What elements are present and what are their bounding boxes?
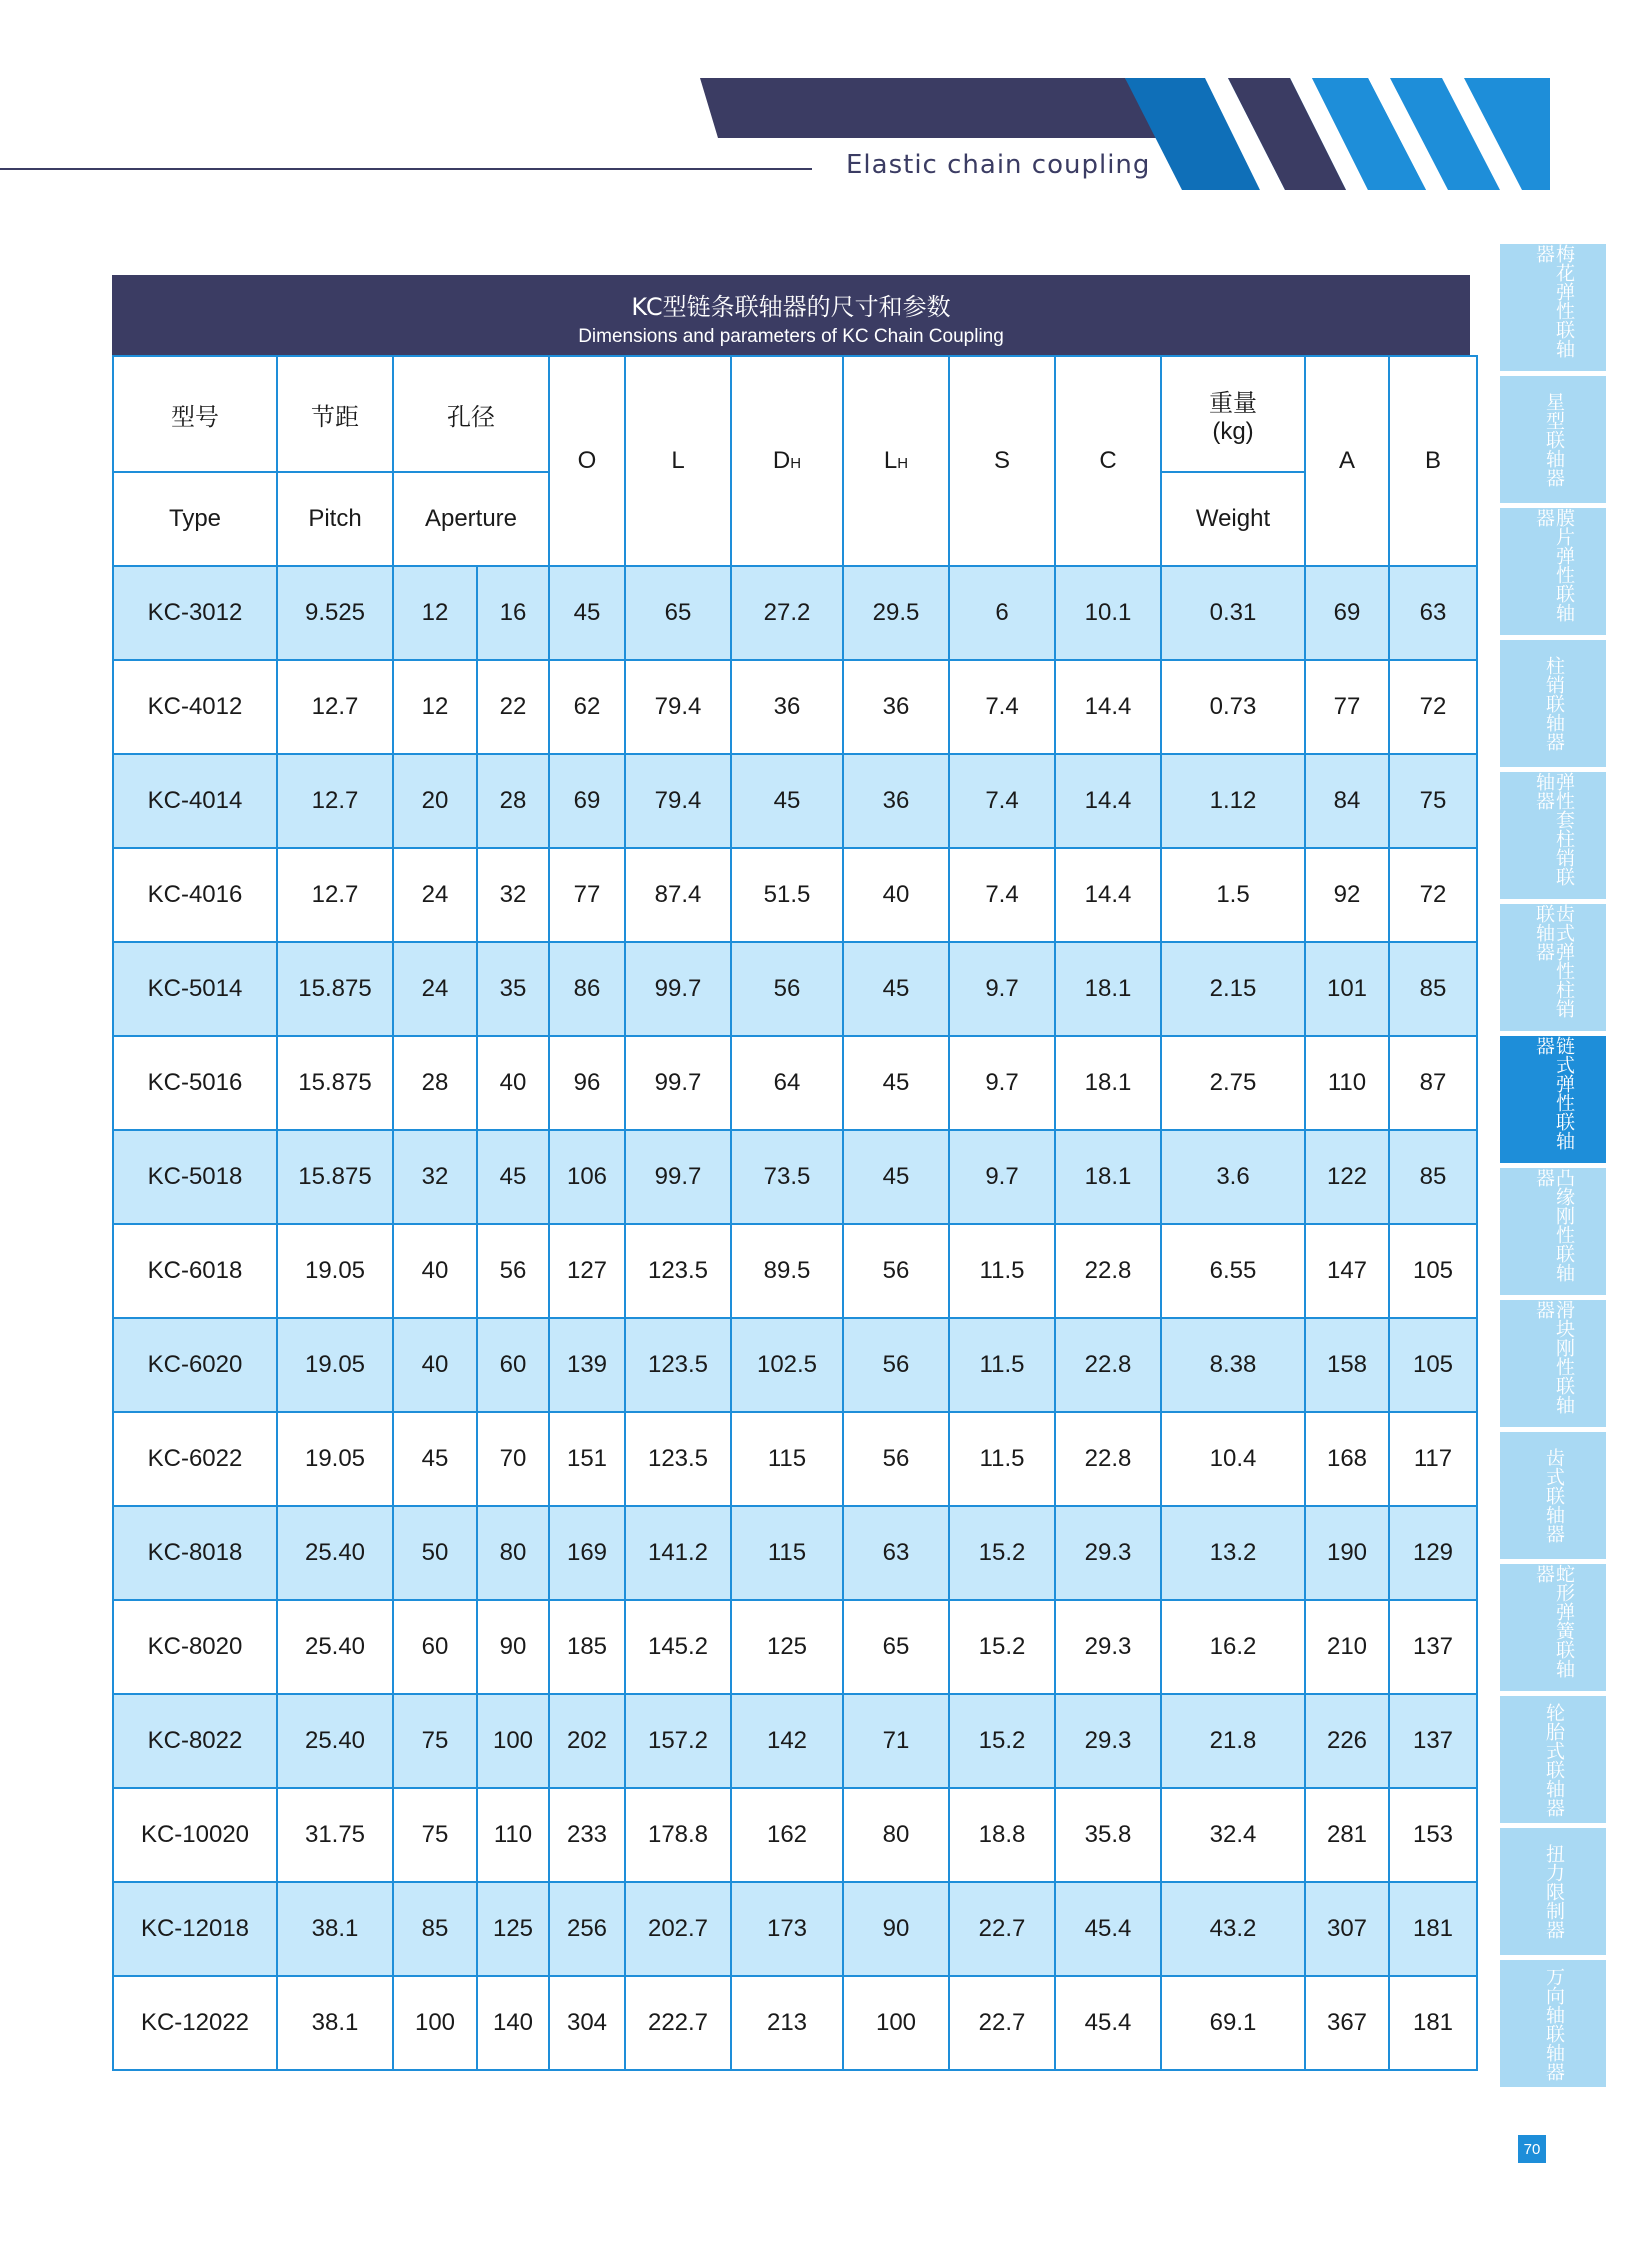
value-cell: 60 bbox=[477, 1318, 549, 1412]
value-cell: 36 bbox=[843, 754, 949, 848]
sidebar-tab-label: 齿式联轴器 bbox=[1542, 1448, 1565, 1543]
header-weight-en: Weight bbox=[1161, 472, 1305, 566]
value-cell: 226 bbox=[1305, 1694, 1389, 1788]
model-cell: KC-12018 bbox=[113, 1882, 277, 1976]
table-title-bar bbox=[112, 275, 1470, 355]
value-cell: 256 bbox=[549, 1882, 625, 1976]
value-cell: 0.73 bbox=[1161, 660, 1305, 754]
value-cell: 6.55 bbox=[1161, 1224, 1305, 1318]
sidebar-tab[interactable] bbox=[1500, 1036, 1606, 1163]
table-row bbox=[113, 1506, 1477, 1600]
value-cell: 106 bbox=[549, 1130, 625, 1224]
value-cell: 51.5 bbox=[731, 848, 843, 942]
value-cell: 11.5 bbox=[949, 1412, 1055, 1506]
sidebar-tab[interactable] bbox=[1500, 904, 1606, 1031]
header-aperture-cn: 孔径 bbox=[393, 356, 549, 472]
value-cell: 9.7 bbox=[949, 1130, 1055, 1224]
value-cell: 15.875 bbox=[277, 1036, 393, 1130]
value-cell: 169 bbox=[549, 1506, 625, 1600]
value-cell: 43.2 bbox=[1161, 1882, 1305, 1976]
value-cell: 77 bbox=[1305, 660, 1389, 754]
value-cell: 142 bbox=[731, 1694, 843, 1788]
value-cell: 89.5 bbox=[731, 1224, 843, 1318]
value-cell: 213 bbox=[731, 1976, 843, 2070]
value-cell: 24 bbox=[393, 942, 477, 1036]
value-cell: 64 bbox=[731, 1036, 843, 1130]
value-cell: 72 bbox=[1389, 660, 1477, 754]
value-cell: 18.1 bbox=[1055, 1130, 1161, 1224]
value-cell: 147 bbox=[1305, 1224, 1389, 1318]
value-cell: 190 bbox=[1305, 1506, 1389, 1600]
header-dh bbox=[731, 356, 843, 566]
value-cell: 12.7 bbox=[277, 848, 393, 942]
value-cell: 22.7 bbox=[949, 1882, 1055, 1976]
sidebar-tab-label: 轮胎式联轴器 bbox=[1542, 1702, 1565, 1817]
model-cell: KC-8018 bbox=[113, 1506, 277, 1600]
value-cell: 1.12 bbox=[1161, 754, 1305, 848]
header-type-cn: 型号 bbox=[113, 356, 277, 472]
value-cell: 24 bbox=[393, 848, 477, 942]
value-cell: 14.4 bbox=[1055, 848, 1161, 942]
value-cell: 173 bbox=[731, 1882, 843, 1976]
value-cell: 202 bbox=[549, 1694, 625, 1788]
value-cell: 36 bbox=[731, 660, 843, 754]
value-cell: 137 bbox=[1389, 1694, 1477, 1788]
value-cell: 125 bbox=[477, 1882, 549, 1976]
value-cell: 18.1 bbox=[1055, 1036, 1161, 1130]
value-cell: 32.4 bbox=[1161, 1788, 1305, 1882]
value-cell: 102.5 bbox=[731, 1318, 843, 1412]
value-cell: 22.8 bbox=[1055, 1412, 1161, 1506]
sidebar-tab-label: 万向轴联轴器 bbox=[1542, 1966, 1565, 2081]
value-cell: 168 bbox=[1305, 1412, 1389, 1506]
header-c: C bbox=[1055, 356, 1161, 566]
value-cell: 20 bbox=[393, 754, 477, 848]
sidebar-tab-label: 梅花弹性联轴器 bbox=[1533, 244, 1575, 358]
value-cell: 10.1 bbox=[1055, 566, 1161, 660]
header-lh-main: L bbox=[883, 447, 898, 474]
value-cell: 45 bbox=[731, 754, 843, 848]
value-cell: 22.7 bbox=[949, 1976, 1055, 2070]
value-cell: 69.1 bbox=[1161, 1976, 1305, 2070]
value-cell: 50 bbox=[393, 1506, 477, 1600]
value-cell: 29.3 bbox=[1055, 1694, 1161, 1788]
value-cell: 3.6 bbox=[1161, 1130, 1305, 1224]
header-aperture-en: Aperture bbox=[393, 472, 549, 566]
value-cell: 16.2 bbox=[1161, 1600, 1305, 1694]
table-row bbox=[113, 1882, 1477, 1976]
model-cell: KC-3012 bbox=[113, 566, 277, 660]
value-cell: 87 bbox=[1389, 1036, 1477, 1130]
value-cell: 137 bbox=[1389, 1600, 1477, 1694]
value-cell: 21.8 bbox=[1161, 1694, 1305, 1788]
value-cell: 125 bbox=[731, 1600, 843, 1694]
value-cell: 40 bbox=[393, 1318, 477, 1412]
value-cell: 15.2 bbox=[949, 1694, 1055, 1788]
value-cell: 65 bbox=[625, 566, 731, 660]
header-stripe-graphic bbox=[700, 78, 1550, 190]
value-cell: 12.7 bbox=[277, 660, 393, 754]
value-cell: 2.15 bbox=[1161, 942, 1305, 1036]
header-pitch-en: Pitch bbox=[277, 472, 393, 566]
value-cell: 35.8 bbox=[1055, 1788, 1161, 1882]
model-cell: KC-4016 bbox=[113, 848, 277, 942]
value-cell: 22.8 bbox=[1055, 1318, 1161, 1412]
table-row bbox=[113, 1130, 1477, 1224]
value-cell: 40 bbox=[393, 1224, 477, 1318]
value-cell: 35 bbox=[477, 942, 549, 1036]
value-cell: 63 bbox=[843, 1506, 949, 1600]
header-lh bbox=[843, 356, 949, 566]
value-cell: 233 bbox=[549, 1788, 625, 1882]
sidebar-tab[interactable] bbox=[1500, 1828, 1606, 1955]
table-row bbox=[113, 1318, 1477, 1412]
value-cell: 80 bbox=[843, 1788, 949, 1882]
value-cell: 123.5 bbox=[625, 1224, 731, 1318]
value-cell: 15.2 bbox=[949, 1506, 1055, 1600]
section-title: Elastic chain coupling bbox=[846, 150, 1151, 180]
value-cell: 73.5 bbox=[731, 1130, 843, 1224]
value-cell: 127 bbox=[549, 1224, 625, 1318]
value-cell: 9.525 bbox=[277, 566, 393, 660]
value-cell: 141.2 bbox=[625, 1506, 731, 1600]
value-cell: 45.4 bbox=[1055, 1976, 1161, 2070]
value-cell: 38.1 bbox=[277, 1976, 393, 2070]
value-cell: 122 bbox=[1305, 1130, 1389, 1224]
model-cell: KC-4014 bbox=[113, 754, 277, 848]
value-cell: 71 bbox=[843, 1694, 949, 1788]
value-cell: 6 bbox=[949, 566, 1055, 660]
table-row bbox=[113, 1600, 1477, 1694]
value-cell: 115 bbox=[731, 1412, 843, 1506]
header-b: B bbox=[1389, 356, 1477, 566]
value-cell: 62 bbox=[549, 660, 625, 754]
value-cell: 85 bbox=[1389, 1130, 1477, 1224]
model-cell: KC-8020 bbox=[113, 1600, 277, 1694]
value-cell: 19.05 bbox=[277, 1318, 393, 1412]
value-cell: 100 bbox=[477, 1694, 549, 1788]
value-cell: 100 bbox=[843, 1976, 949, 2070]
value-cell: 18.8 bbox=[949, 1788, 1055, 1882]
value-cell: 210 bbox=[1305, 1600, 1389, 1694]
value-cell: 75 bbox=[1389, 754, 1477, 848]
value-cell: 27.2 bbox=[731, 566, 843, 660]
value-cell: 45 bbox=[843, 942, 949, 1036]
header-l: L bbox=[625, 356, 731, 566]
value-cell: 40 bbox=[477, 1036, 549, 1130]
value-cell: 25.40 bbox=[277, 1506, 393, 1600]
value-cell: 202.7 bbox=[625, 1882, 731, 1976]
value-cell: 367 bbox=[1305, 1976, 1389, 2070]
value-cell: 129 bbox=[1389, 1506, 1477, 1600]
value-cell: 56 bbox=[731, 942, 843, 1036]
value-cell: 140 bbox=[477, 1976, 549, 2070]
table-title-en: Dimensions and parameters of KC Chain Coupling bbox=[578, 326, 1004, 347]
value-cell: 28 bbox=[477, 754, 549, 848]
value-cell: 14.4 bbox=[1055, 660, 1161, 754]
value-cell: 15.2 bbox=[949, 1600, 1055, 1694]
value-cell: 110 bbox=[477, 1788, 549, 1882]
value-cell: 178.8 bbox=[625, 1788, 731, 1882]
value-cell: 85 bbox=[393, 1882, 477, 1976]
value-cell: 19.05 bbox=[277, 1224, 393, 1318]
value-cell: 92 bbox=[1305, 848, 1389, 942]
value-cell: 25.40 bbox=[277, 1600, 393, 1694]
value-cell: 101 bbox=[1305, 942, 1389, 1036]
value-cell: 29.3 bbox=[1055, 1506, 1161, 1600]
table-body bbox=[113, 566, 1477, 2070]
value-cell: 32 bbox=[477, 848, 549, 942]
sidebar-tab-label: 滑块刚性联轴器 bbox=[1533, 1300, 1575, 1414]
table-row bbox=[113, 1036, 1477, 1130]
value-cell: 32 bbox=[393, 1130, 477, 1224]
sidebar-tab-label: 弹性套柱销联轴器 bbox=[1533, 772, 1575, 886]
value-cell: 40 bbox=[843, 848, 949, 942]
model-cell: KC-5016 bbox=[113, 1036, 277, 1130]
value-cell: 99.7 bbox=[625, 942, 731, 1036]
value-cell: 18.1 bbox=[1055, 942, 1161, 1036]
header-weight-cn-label: 重量 bbox=[1209, 388, 1257, 417]
value-cell: 96 bbox=[549, 1036, 625, 1130]
value-cell: 87.4 bbox=[625, 848, 731, 942]
table-row bbox=[113, 1694, 1477, 1788]
table-row bbox=[113, 754, 1477, 848]
header-rule bbox=[0, 168, 812, 170]
value-cell: 181 bbox=[1389, 1976, 1477, 2070]
table-row bbox=[113, 942, 1477, 1036]
value-cell: 56 bbox=[477, 1224, 549, 1318]
value-cell: 90 bbox=[477, 1600, 549, 1694]
sidebar-tab-label: 星型联轴器 bbox=[1542, 392, 1565, 487]
model-cell: KC-5014 bbox=[113, 942, 277, 1036]
value-cell: 79.4 bbox=[625, 754, 731, 848]
value-cell: 25.40 bbox=[277, 1694, 393, 1788]
value-cell: 45 bbox=[393, 1412, 477, 1506]
value-cell: 12 bbox=[393, 566, 477, 660]
value-cell: 281 bbox=[1305, 1788, 1389, 1882]
model-cell: KC-6018 bbox=[113, 1224, 277, 1318]
value-cell: 84 bbox=[1305, 754, 1389, 848]
sidebar-tab-label: 扭力限制器 bbox=[1542, 1844, 1565, 1939]
value-cell: 158 bbox=[1305, 1318, 1389, 1412]
value-cell: 22 bbox=[477, 660, 549, 754]
value-cell: 162 bbox=[731, 1788, 843, 1882]
value-cell: 15.875 bbox=[277, 1130, 393, 1224]
table-row bbox=[113, 660, 1477, 754]
sidebar-tab[interactable] bbox=[1500, 1300, 1606, 1427]
value-cell: 75 bbox=[393, 1788, 477, 1882]
table-row bbox=[113, 1412, 1477, 1506]
value-cell: 36 bbox=[843, 660, 949, 754]
coupling-spec-table bbox=[112, 355, 1478, 2071]
sidebar-tab-label: 膜片弹性联轴器 bbox=[1533, 508, 1575, 622]
value-cell: 45 bbox=[843, 1036, 949, 1130]
value-cell: 11.5 bbox=[949, 1224, 1055, 1318]
value-cell: 10.4 bbox=[1161, 1412, 1305, 1506]
value-cell: 304 bbox=[549, 1976, 625, 2070]
table-row bbox=[113, 1224, 1477, 1318]
value-cell: 105 bbox=[1389, 1224, 1477, 1318]
value-cell: 45 bbox=[549, 566, 625, 660]
table-row bbox=[113, 566, 1477, 660]
value-cell: 15.875 bbox=[277, 942, 393, 1036]
value-cell: 29.3 bbox=[1055, 1600, 1161, 1694]
value-cell: 99.7 bbox=[625, 1130, 731, 1224]
model-cell: KC-6020 bbox=[113, 1318, 277, 1412]
value-cell: 222.7 bbox=[625, 1976, 731, 2070]
value-cell: 157.2 bbox=[625, 1694, 731, 1788]
value-cell: 80 bbox=[477, 1506, 549, 1600]
value-cell: 123.5 bbox=[625, 1412, 731, 1506]
value-cell: 139 bbox=[549, 1318, 625, 1412]
value-cell: 145.2 bbox=[625, 1600, 731, 1694]
value-cell: 117 bbox=[1389, 1412, 1477, 1506]
sidebar-tab-label: 柱销联轴器 bbox=[1542, 656, 1565, 751]
model-cell: KC-12022 bbox=[113, 1976, 277, 2070]
header-weight-cn bbox=[1161, 356, 1305, 472]
value-cell: 12.7 bbox=[277, 754, 393, 848]
value-cell: 105 bbox=[1389, 1318, 1477, 1412]
value-cell: 85 bbox=[1389, 942, 1477, 1036]
sidebar-tab[interactable] bbox=[1500, 1168, 1606, 1295]
value-cell: 69 bbox=[1305, 566, 1389, 660]
value-cell: 56 bbox=[843, 1224, 949, 1318]
sidebar-tab[interactable] bbox=[1500, 640, 1606, 767]
sidebar-tab[interactable] bbox=[1500, 772, 1606, 899]
header-dh-main: D bbox=[772, 447, 791, 474]
value-cell: 1.5 bbox=[1161, 848, 1305, 942]
sidebar-tab[interactable] bbox=[1500, 1960, 1606, 2087]
sidebar-tab[interactable] bbox=[1500, 1432, 1606, 1559]
value-cell: 115 bbox=[731, 1506, 843, 1600]
sidebar-tab-label: 链式弹性联轴器 bbox=[1533, 1036, 1575, 1150]
sidebar-tab[interactable] bbox=[1500, 508, 1606, 635]
value-cell: 45.4 bbox=[1055, 1882, 1161, 1976]
value-cell: 28 bbox=[393, 1036, 477, 1130]
value-cell: 7.4 bbox=[949, 754, 1055, 848]
value-cell: 22.8 bbox=[1055, 1224, 1161, 1318]
header-lh-sub: H bbox=[897, 455, 909, 472]
value-cell: 63 bbox=[1389, 566, 1477, 660]
sidebar-tab[interactable] bbox=[1500, 376, 1606, 503]
model-cell: KC-5018 bbox=[113, 1130, 277, 1224]
value-cell: 8.38 bbox=[1161, 1318, 1305, 1412]
table-title-cn: KC型链条联轴器的尺寸和参数 bbox=[631, 293, 951, 321]
value-cell: 123.5 bbox=[625, 1318, 731, 1412]
model-cell: KC-4012 bbox=[113, 660, 277, 754]
value-cell: 70 bbox=[477, 1412, 549, 1506]
value-cell: 153 bbox=[1389, 1788, 1477, 1882]
value-cell: 65 bbox=[843, 1600, 949, 1694]
value-cell: 45 bbox=[843, 1130, 949, 1224]
value-cell: 79.4 bbox=[625, 660, 731, 754]
value-cell: 38.1 bbox=[277, 1882, 393, 1976]
value-cell: 75 bbox=[393, 1694, 477, 1788]
value-cell: 14.4 bbox=[1055, 754, 1161, 848]
table-row bbox=[113, 848, 1477, 942]
value-cell: 69 bbox=[549, 754, 625, 848]
sidebar-tab[interactable] bbox=[1500, 1696, 1606, 1823]
value-cell: 12 bbox=[393, 660, 477, 754]
value-cell: 45 bbox=[477, 1130, 549, 1224]
table-row bbox=[113, 1788, 1477, 1882]
header-type-en: Type bbox=[113, 472, 277, 566]
header-pitch-cn: 节距 bbox=[277, 356, 393, 472]
value-cell: 31.75 bbox=[277, 1788, 393, 1882]
value-cell: 99.7 bbox=[625, 1036, 731, 1130]
value-cell: 56 bbox=[843, 1318, 949, 1412]
sidebar-tab-label: 凸缘刚性联轴器 bbox=[1533, 1168, 1575, 1282]
value-cell: 77 bbox=[549, 848, 625, 942]
value-cell: 90 bbox=[843, 1882, 949, 1976]
value-cell: 2.75 bbox=[1161, 1036, 1305, 1130]
table-row bbox=[113, 1976, 1477, 2070]
sidebar-tab-label: 齿式弹性柱销联轴器 bbox=[1533, 904, 1575, 1018]
value-cell: 181 bbox=[1389, 1882, 1477, 1976]
value-cell: 307 bbox=[1305, 1882, 1389, 1976]
value-cell: 9.7 bbox=[949, 1036, 1055, 1130]
value-cell: 86 bbox=[549, 942, 625, 1036]
model-cell: KC-8022 bbox=[113, 1694, 277, 1788]
value-cell: 100 bbox=[393, 1976, 477, 2070]
value-cell: 185 bbox=[549, 1600, 625, 1694]
category-sidebar bbox=[1500, 244, 1606, 2092]
value-cell: 9.7 bbox=[949, 942, 1055, 1036]
header-a: A bbox=[1305, 356, 1389, 566]
value-cell: 16 bbox=[477, 566, 549, 660]
value-cell: 29.5 bbox=[843, 566, 949, 660]
sidebar-tab[interactable] bbox=[1500, 1564, 1606, 1691]
sidebar-tab-label: 蛇形弹簧联轴器 bbox=[1533, 1564, 1575, 1678]
model-cell: KC-10020 bbox=[113, 1788, 277, 1882]
value-cell: 7.4 bbox=[949, 848, 1055, 942]
header-s: S bbox=[949, 356, 1055, 566]
value-cell: 7.4 bbox=[949, 660, 1055, 754]
value-cell: 0.31 bbox=[1161, 566, 1305, 660]
value-cell: 72 bbox=[1389, 848, 1477, 942]
value-cell: 13.2 bbox=[1161, 1506, 1305, 1600]
value-cell: 151 bbox=[549, 1412, 625, 1506]
value-cell: 110 bbox=[1305, 1036, 1389, 1130]
sidebar-tab[interactable] bbox=[1500, 244, 1606, 371]
value-cell: 60 bbox=[393, 1600, 477, 1694]
header-o: O bbox=[549, 356, 625, 566]
page-number: 70 bbox=[1518, 2135, 1546, 2163]
value-cell: 19.05 bbox=[277, 1412, 393, 1506]
model-cell: KC-6022 bbox=[113, 1412, 277, 1506]
value-cell: 11.5 bbox=[949, 1318, 1055, 1412]
header-dh-sub: H bbox=[790, 455, 802, 472]
header-weight-unit: (kg) bbox=[1212, 417, 1254, 445]
value-cell: 56 bbox=[843, 1412, 949, 1506]
